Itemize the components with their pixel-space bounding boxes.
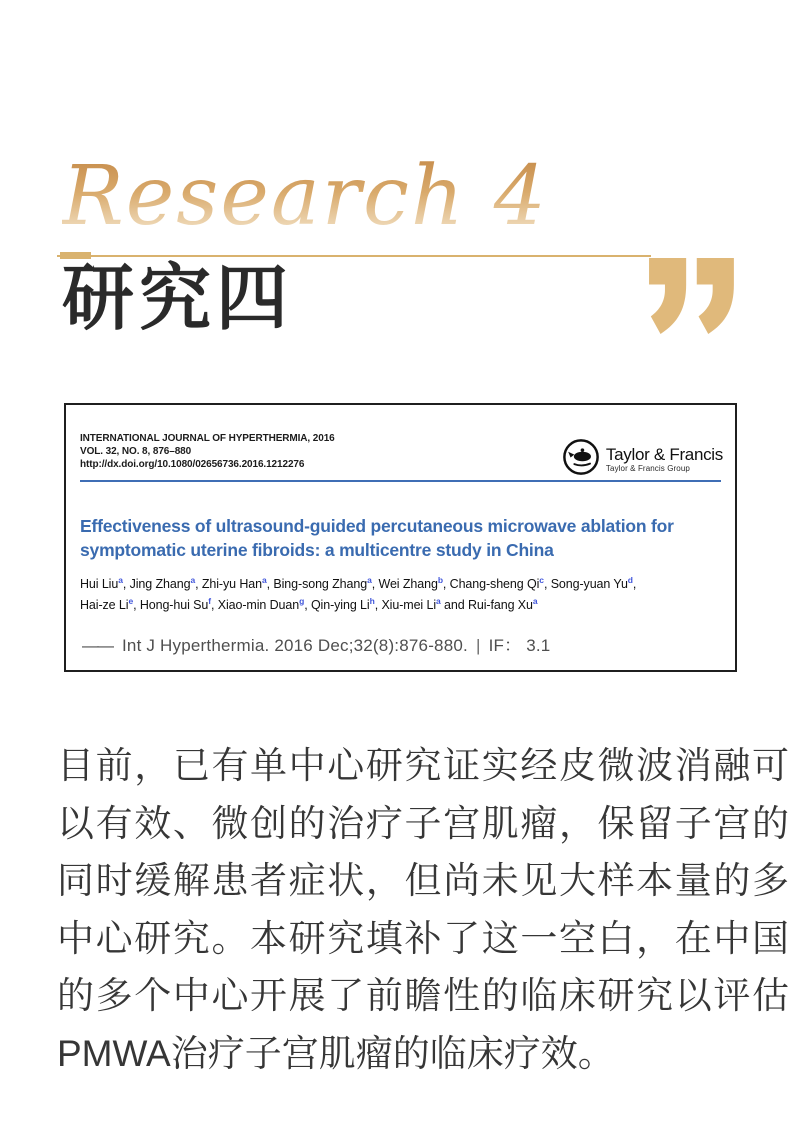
publisher-block xyxy=(562,438,723,481)
citation-line xyxy=(82,634,721,657)
impact-factor-label: IF： xyxy=(488,635,522,655)
article-card xyxy=(64,403,737,672)
author-line: Hai-ze Li$^e$, Hong-hui Su$^f$, Xiao-min Duan$^g$, Qin-ying Li$^h$, Xiu-mei Li$^a$ and Rui-fang Xu$^a$ xyxy=(80,596,538,613)
publisher-group: Taylor & Francis Group xyxy=(605,463,690,473)
summary-paragraph: 目前，已有单中心研究证实经皮微波消融可以有效、微创的治疗子宫肌瘤，保留子宫的同时缓解患者症状，但尚未见大样本量的多中心研究。本研究填补了这一空白，在中国的多个中心开展了前瞻性的临床研究以评估PMWA治疗子宫肌瘤的临床疗效。 xyxy=(57,745,789,1074)
taylor-francis-logo-icon xyxy=(562,438,600,481)
section-title-cn: 研究四 xyxy=(62,259,294,339)
paper-title: Effectiveness of ultrasound-guided percutaneous microwave ablation for symptomatic uterine fibroids: a multicentre study in China xyxy=(80,516,674,561)
authors-block xyxy=(80,572,721,613)
closing-quote-icon xyxy=(649,258,741,334)
impact-factor-value: 3.1 xyxy=(526,635,551,655)
divider-line xyxy=(57,255,651,257)
citation-separator: | xyxy=(475,635,481,655)
citation-text: Int J Hyperthermia. 2016 Dec;32(8):876-880. xyxy=(122,635,468,655)
journal-name-line: INTERNATIONAL JOURNAL OF HYPERTHERMIA, 2016 xyxy=(80,433,335,444)
journal-volume-line: VOL. 32, NO. 8, 876–880 xyxy=(80,445,192,457)
journal-doi-line: http://dx.doi.org/10.1080/02656736.2016.1212276 xyxy=(80,458,305,470)
citation-dash: —— xyxy=(82,635,112,655)
publisher-name: Taylor & Francis xyxy=(605,444,723,464)
research-script-title: Research 4 xyxy=(62,149,548,244)
author-line: Hui Liu$^a$, Jing Zhang$^a$, Zhi-yu Han$^a$, Bing-song Zhang$^a$, Wei Zhang$^b$, Chang-sheng Qi$^c$, Song-yuan Yu$^d$, xyxy=(80,575,637,592)
